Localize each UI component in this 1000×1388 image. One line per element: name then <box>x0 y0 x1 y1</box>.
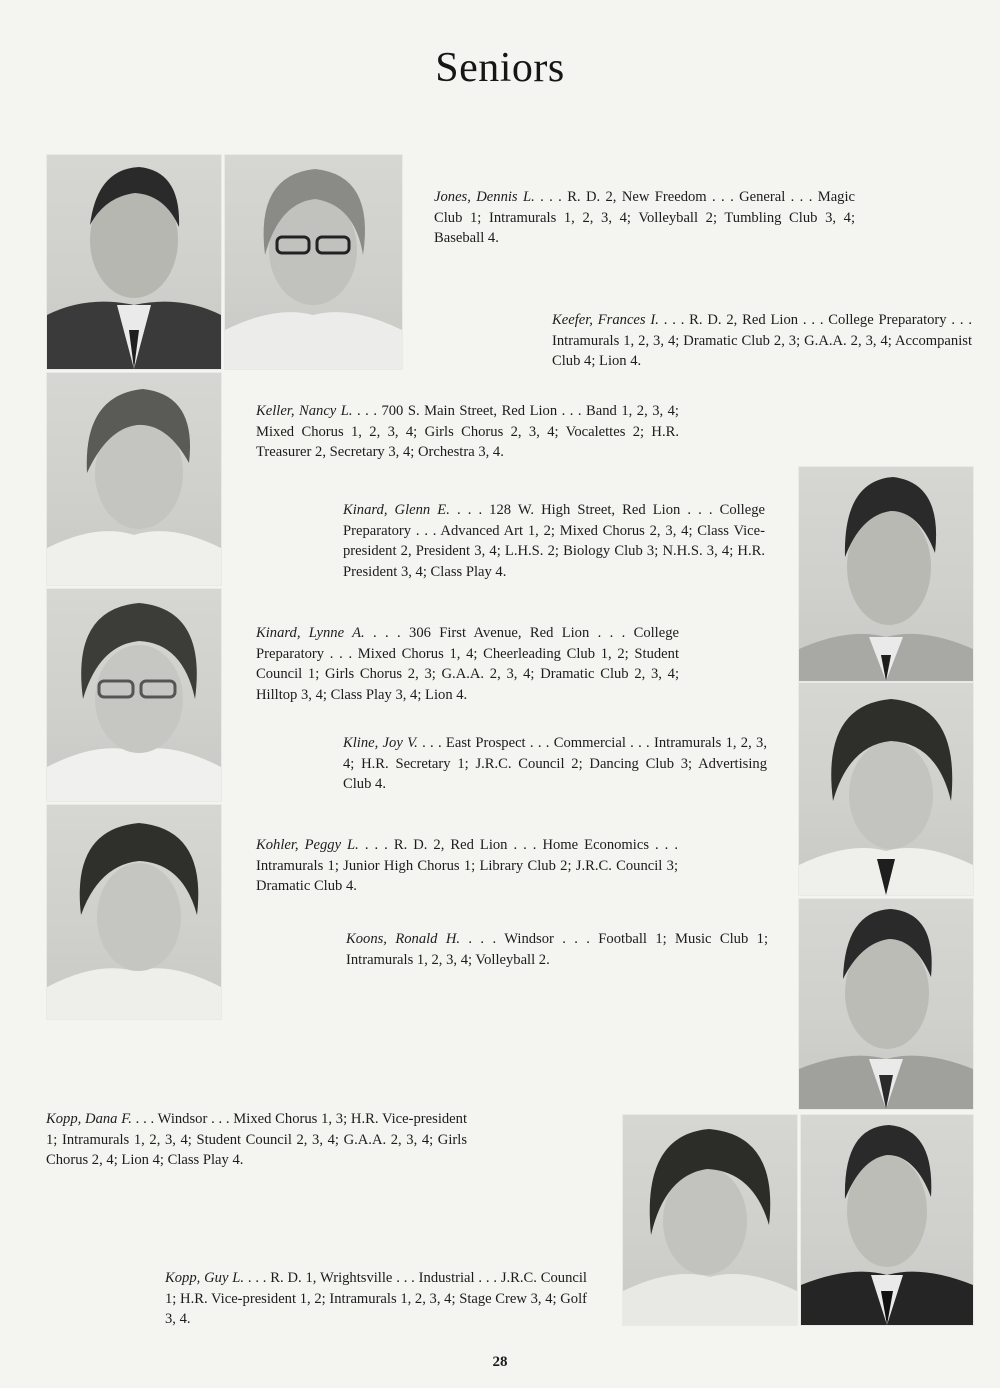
student-details: . . . Windsor . . . Football 1; Music Club 1; Intramurals 1, 2, 3, 4; Volleyball 2. <box>346 931 768 968</box>
portrait-jones-dennis <box>46 154 222 370</box>
portrait-kinard-lynne <box>46 588 222 802</box>
student-details: . . . 128 W. High Street, Red Lion . . . College Preparatory . . . Advanced Art 1, 2; Mixed Chorus 2, 3, 4; Class Vice-president 2, President 3, 4; L.H.S. 2; Biology Club 3; N.H.S. 3, 4; H.R. President 3, 4; Class Play 4. <box>343 502 765 580</box>
student-name: Keller, Nancy L. <box>256 403 353 419</box>
entry-kinard-glenn <box>343 500 765 582</box>
entry-keefer-frances <box>552 310 972 372</box>
student-name: Jones, Dennis L. <box>434 189 535 205</box>
entry-keller-nancy <box>256 401 679 463</box>
student-name: Kohler, Peggy L. <box>256 837 359 853</box>
student-details: . . . 306 First Avenue, Red Lion . . . College Preparatory . . . Mixed Chorus 1, 4; Cheerleading Club 1, 2; Student Council 1; Girls Chorus 2, 3; G.A.A. 2, 3, 4; Dramatic Club 2, 3, 4; Hilltop 3, 4; Class Play 3, 4; Lion 4. <box>256 625 679 703</box>
entry-kinard-lynne <box>256 623 679 705</box>
entry-koons-ronald <box>346 929 768 970</box>
student-name: Kopp, Dana F. <box>46 1111 132 1127</box>
student-details: . . . R. D. 2, New Freedom . . . General . . . Magic Club 1; Intramurals 1, 2, 3, 4; Volleyball 2; Tumbling Club 3, 4; Baseball 4. <box>434 189 855 247</box>
student-name: Kline, Joy V. <box>343 735 418 751</box>
student-name: Kinard, Lynne A. <box>256 625 365 641</box>
page-title: Seniors <box>435 45 565 91</box>
student-name: Kopp, Guy L. <box>165 1270 245 1286</box>
page-number: 28 <box>492 1354 508 1370</box>
entry-jones-dennis <box>434 187 855 249</box>
student-name: Koons, Ronald H. <box>346 931 461 947</box>
portrait-kline-joy <box>798 682 974 896</box>
student-details: . . . 700 S. Main Street, Red Lion . . . Band 1, 2, 3, 4; Mixed Chorus 1, 2, 3, 4; Girls Chorus 2, 3, 4; Vocalettes 2; H.R. Treasurer 2, Secretary 3, 4; Orchestra 3, 4. <box>256 403 679 461</box>
student-name: Kinard, Glenn E. <box>343 502 450 518</box>
portrait-koons-ronald <box>798 898 974 1110</box>
student-details: . . . R. D. 2, Red Lion . . . College Preparatory . . . Intramurals 1, 2, 3, 4; Dramatic Club 2, 3; G.A.A. 2, 3, 4; Accompanist Club 4; Lion 4. <box>552 312 973 370</box>
portrait-kohler-peggy <box>46 804 222 1020</box>
student-details: . . . R. D. 1, Wrightsville . . . Industrial . . . J.R.C. Council 1; H.R. Vice-president 1, 2; Intramurals 1, 2, 3, 4; Stage Crew 3, 4; Golf 3, 4. <box>165 1270 587 1328</box>
student-name: Keefer, Frances I. <box>552 312 659 328</box>
portrait-kinard-glenn <box>798 466 974 682</box>
entry-kohler-peggy <box>256 835 678 897</box>
student-details: . . . East Prospect . . . Commercial . . . Intramurals 1, 2, 3, 4; H.R. Secretary 1; J.R.C. Council 2; Dancing Club 3; Advertising Club 4. <box>343 735 767 793</box>
entry-kopp-guy <box>165 1268 587 1330</box>
entry-kline-joy <box>343 733 767 795</box>
portrait-kopp-dana <box>622 1114 798 1326</box>
entry-kopp-dana <box>46 1109 467 1171</box>
student-details: . . . Windsor . . . Mixed Chorus 1, 3; H.R. Vice-president 1; Intramurals 1, 2, 3, 4; Student Council 2, 3, 4; G.A.A. 2, 3, 4; Girls Chorus 2, 4; Lion 4; Class Play 4. <box>46 1111 467 1169</box>
portrait-keefer-frances <box>224 154 403 370</box>
student-details: . . . R. D. 2, Red Lion . . . Home Economics . . . Intramurals 1; Junior High Chorus 1; Library Club 2; J.R.C. Council 3; Dramatic Club 4. <box>256 837 678 895</box>
portrait-keller-nancy <box>46 372 222 586</box>
portrait-kopp-guy <box>800 1114 974 1326</box>
